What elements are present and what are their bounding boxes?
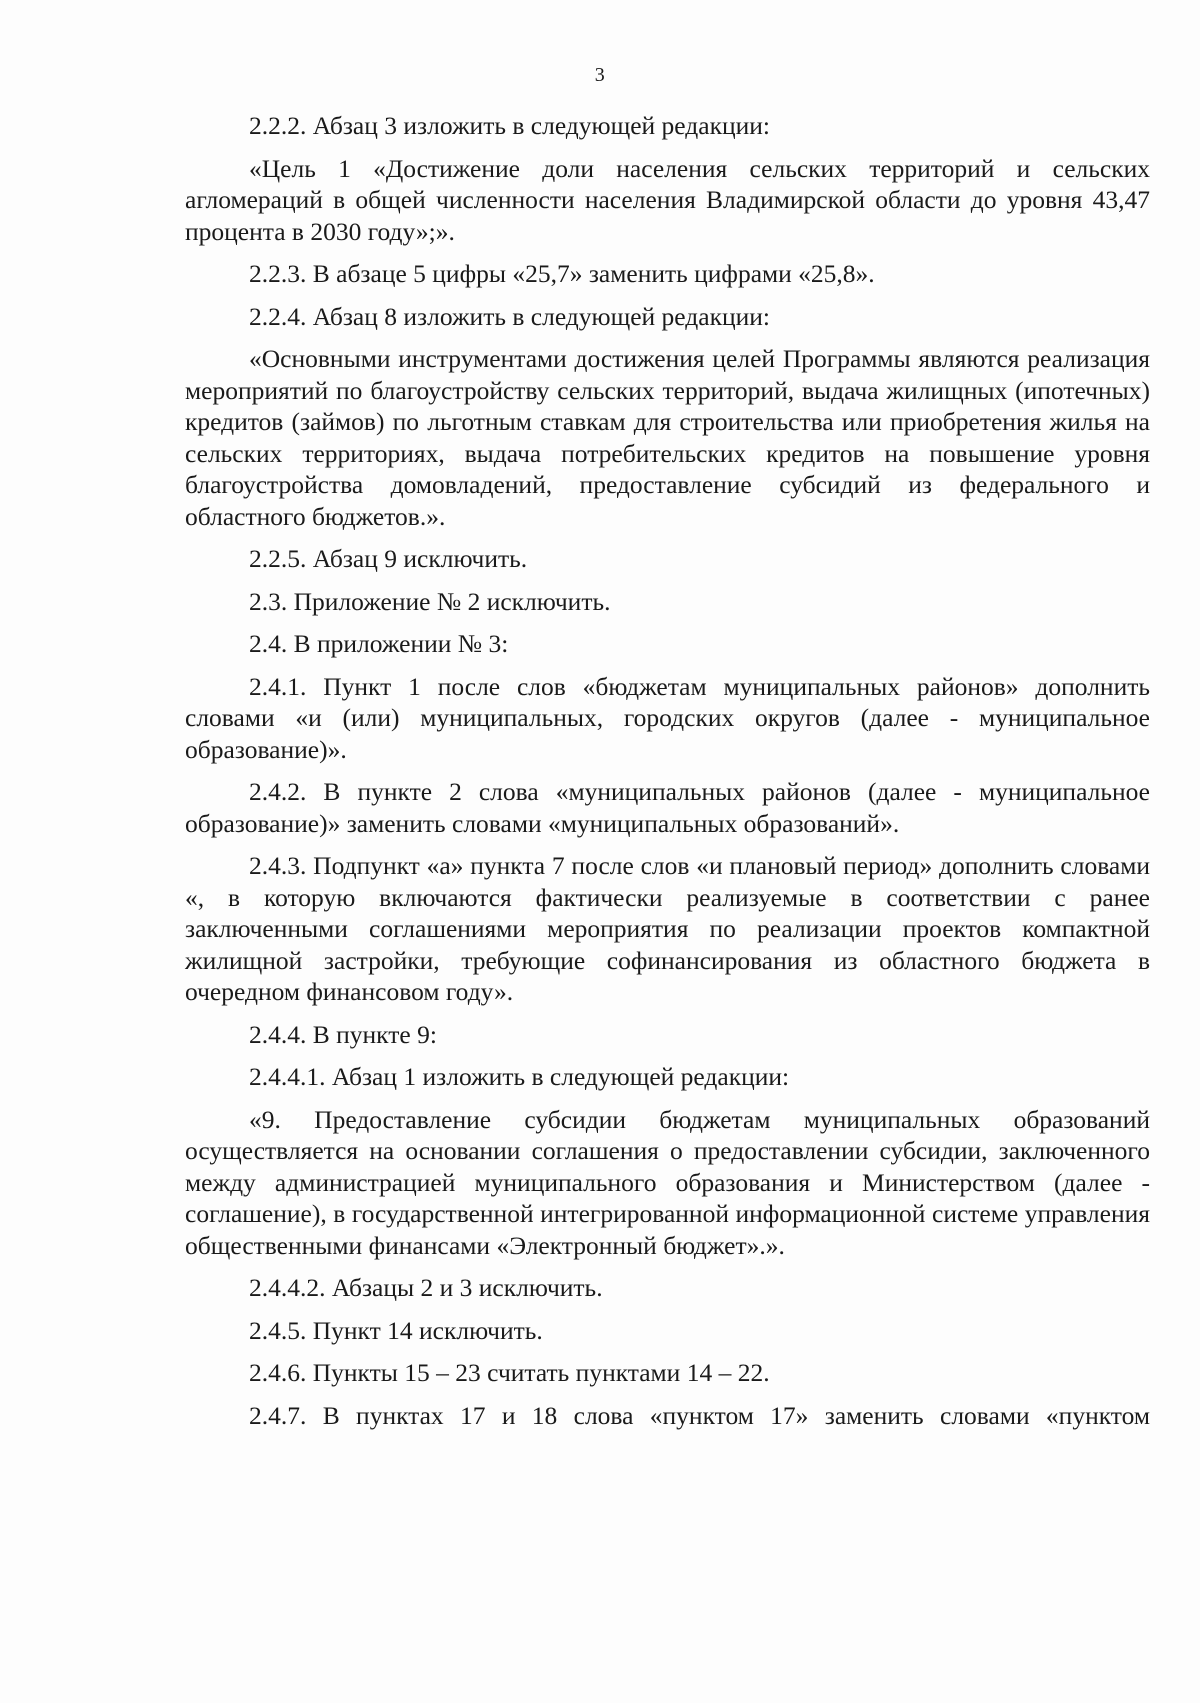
paragraph: «Цель 1 «Достижение доли населения сельских территорий и сельских агломераций в общей численности населения Владимирской области до уровня 43,47 процента в 2030 году»;».: [185, 153, 1150, 246]
paragraph: 2.4.1. Пункт 1 после слов «бюджетам муниципальных районов» дополнить словами «и (или) муниципальных, городских округов (далее - муниципальное образование)».: [185, 671, 1150, 764]
paragraph: 2.2.3. В абзаце 5 цифры «25,7» заменить цифрами «25,8».: [249, 259, 875, 288]
paragraph: 2.3. Приложение № 2 исключить.: [249, 586, 611, 616]
page-number: 3: [594, 64, 606, 86]
paragraph: 2.4.7. В пунктах 17 и 18 слова «пунктом 17» заменить словами «пунктом: [249, 1400, 1150, 1430]
paragraph: «Основными инструментами достижения целей Программы являются реализация мероприятий по благоустройству сельских территорий, выдача жилищных (ипотечных) кредитов (займов) по льготным ставкам для строительства или приобретения жилья на сельских территориях, выдача потребительских кредитов на повышение уровня благоустройства домовладений, предоставление субсидий из федерального и областного бюджетов.».: [185, 344, 1150, 531]
paragraph: 2.4.4.1. Абзац 1 изложить в следующей редакции:: [249, 1062, 790, 1091]
paragraph: «9. Предоставление субсидии бюджетам муниципальных образований осуществляется на основании соглашения о предоставлении субсидии, заключенного между администрацией муниципального образования и Министерством (далее - соглашение), в государственной интегрированной информационной системе управления общественными финансами «Электронный бюджет».».: [185, 1104, 1150, 1260]
paragraph: 2.4.2. В пункте 2 слова «муниципальных районов (далее - муниципальное образование)» заменить словами «муниципальных образований».: [185, 777, 1150, 838]
document-body: [185, 110, 1150, 1442]
paragraph: 2.4.5. Пункт 14 исключить.: [249, 1315, 543, 1345]
paragraph: 2.4.4. В пункте 9:: [249, 1019, 437, 1049]
paragraph: 2.4.4.2. Абзацы 2 и 3 исключить.: [249, 1273, 603, 1302]
paragraph: 2.2.4. Абзац 8 изложить в следующей редакции:: [249, 301, 770, 331]
paragraph: 2.2.2. Абзац 3 изложить в следующей редакции:: [249, 111, 770, 140]
paragraph: 2.4.3. Подпункт «а» пункта 7 после слов «и плановый период» дополнить словами «, в которую включаются фактически реализуемые в соответствии с ранее заключенными соглашениями мероприятия по реализации проектов компактной жилищной застройки, требующие софинансирования из областного бюджета в очередном финансовом году».: [185, 851, 1150, 1006]
paragraph: 2.4. В приложении № 3:: [249, 629, 509, 658]
paragraph: 2.4.6. Пункты 15 – 23 считать пунктами 14 – 22.: [249, 1358, 770, 1387]
paragraph: 2.2.5. Абзац 9 исключить.: [249, 544, 528, 573]
